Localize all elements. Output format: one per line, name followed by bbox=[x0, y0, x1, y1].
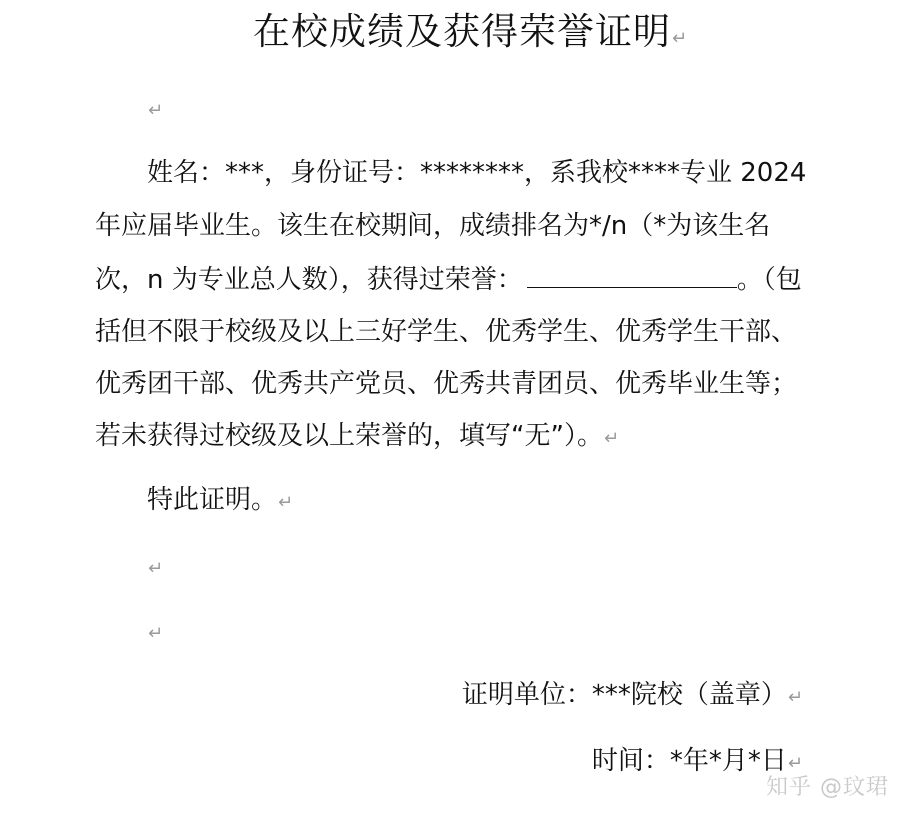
paragraph-mark-icon: ↵ bbox=[787, 687, 803, 708]
body-line: 姓名：***，身份证号：********，系我校****专业 2024 bbox=[147, 158, 807, 188]
empty-paragraph bbox=[147, 90, 163, 129]
paragraph-mark-icon: ↵ bbox=[148, 623, 164, 644]
paragraph-mark-icon: ↵ bbox=[603, 428, 620, 449]
paragraph-mark-icon: ↵ bbox=[148, 558, 164, 579]
body-line-text: 次，n 为专业总人数），获得过荣誉： bbox=[95, 265, 523, 295]
body-line bbox=[95, 261, 802, 298]
paragraph-mark-icon: ↵ bbox=[787, 753, 803, 774]
body-line: 优秀团干部、优秀共产党员、优秀共青团员、优秀毕业生等； bbox=[95, 369, 798, 399]
body-line bbox=[95, 418, 619, 457]
closing-text: 特此证明。 bbox=[147, 485, 278, 515]
paragraph-mark-icon: ↵ bbox=[278, 492, 294, 513]
watermark: 知乎 @玟珺 bbox=[766, 775, 889, 800]
date-text: 时间：*年*月*日 bbox=[591, 746, 787, 776]
document-title bbox=[0, 4, 911, 67]
issuer-line bbox=[462, 677, 803, 716]
body-line-text: 若未获得过校级及以上荣誉的，填写“无”）。 bbox=[95, 421, 603, 451]
body-line: 括但不限于校级及以上三好学生、优秀学生、优秀学生干部、 bbox=[95, 317, 798, 347]
issuer-text: 证明单位：***院校（盖章） bbox=[461, 680, 787, 710]
empty-paragraph bbox=[147, 548, 163, 587]
body-line: 年应届毕业生。该生在校期间，成绩排名为*/n（*为该生名 bbox=[95, 211, 771, 241]
paragraph-mark-icon: ↵ bbox=[148, 100, 164, 121]
empty-paragraph bbox=[147, 613, 163, 652]
title-text: 在校成绩及获得荣誉证明 bbox=[252, 10, 671, 53]
paragraph-mark-icon: ↵ bbox=[671, 28, 689, 49]
blank-suffix: 。（包 bbox=[736, 265, 802, 295]
closing-line bbox=[147, 482, 293, 521]
honor-blank-field[interactable] bbox=[527, 261, 737, 288]
